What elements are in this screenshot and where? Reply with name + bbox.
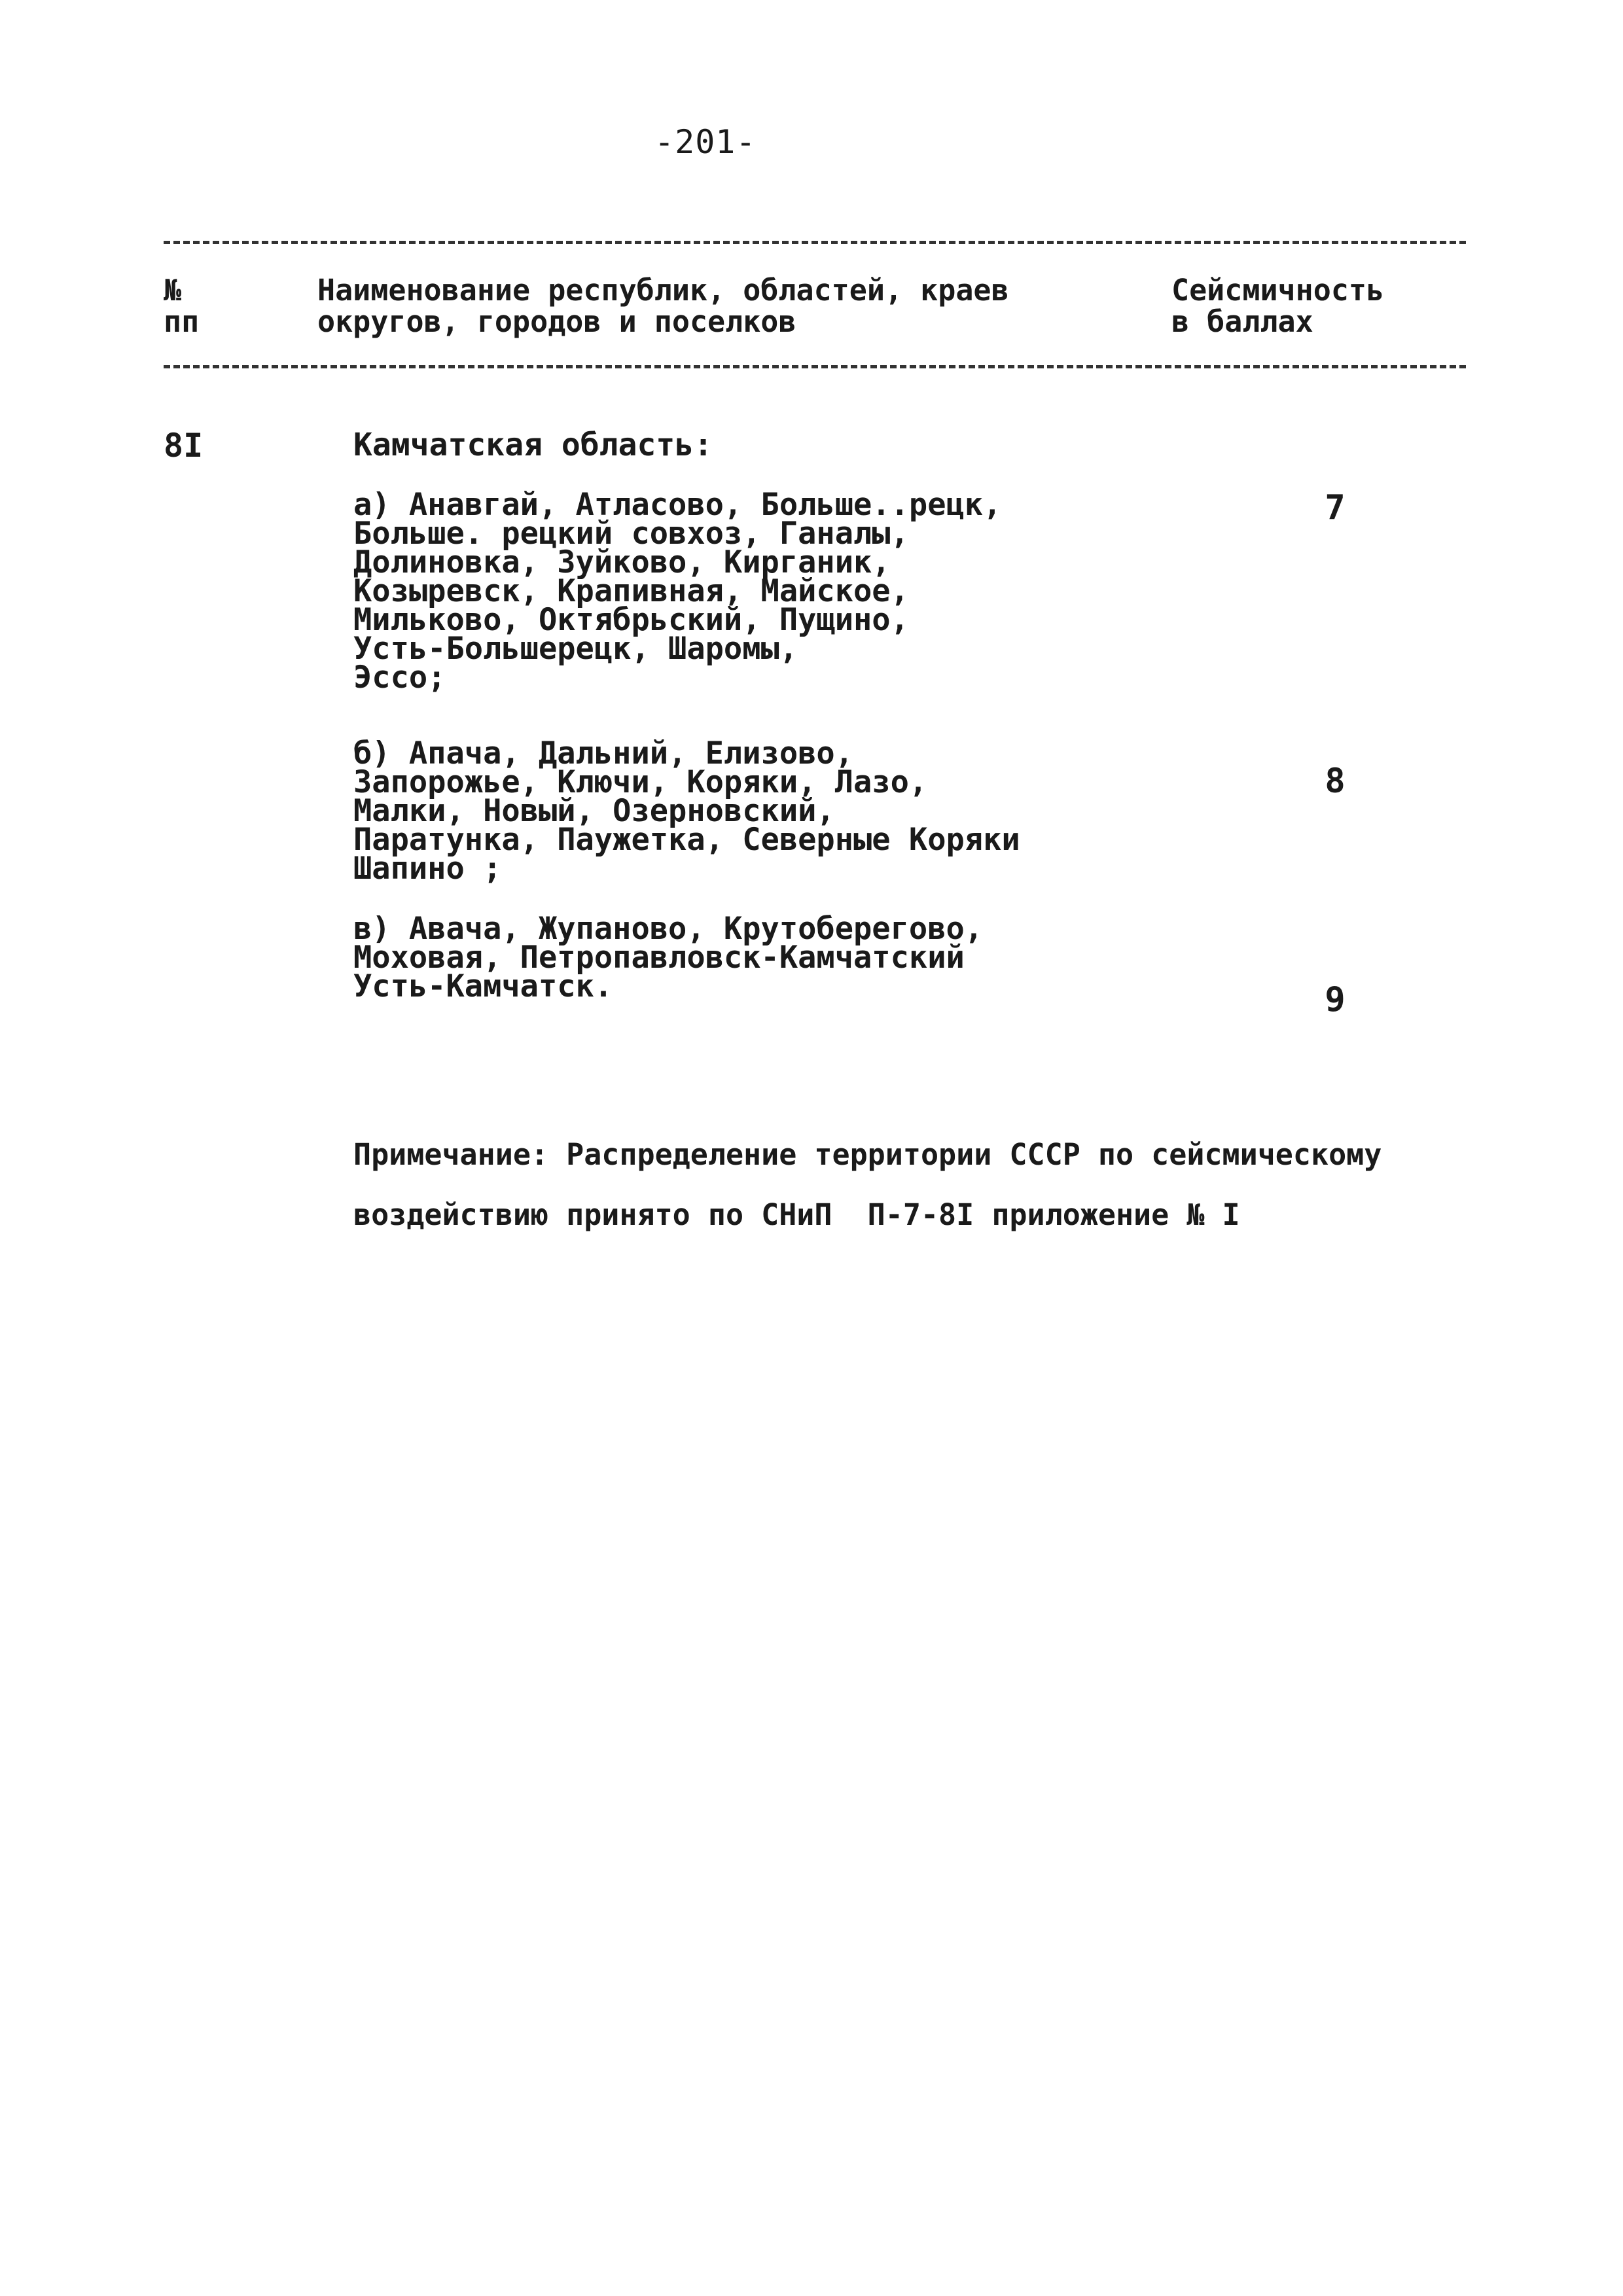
settlement-group-b	[353, 735, 1126, 887]
page-number: -201-	[654, 123, 757, 161]
table-header-bottom-rule	[164, 365, 1466, 368]
settlement-group-c	[353, 911, 1126, 1004]
settlement-line: а) Анавгай, Атласово, Больше..рецк,	[353, 487, 1002, 523]
settlement-line: Усть-Большерецк, Шаромы,	[353, 631, 798, 667]
footnote-line-2: воздействию принято по СНиП П-7-8I приложение № I	[353, 1197, 1240, 1232]
footnote-line-1: Примечание: Распределение территории СССР по сейсмическому	[353, 1137, 1382, 1172]
settlement-line: Усть-Камчатск.	[353, 968, 613, 1004]
settlement-line: Больше. рецкий совхоз, Ганалы,	[353, 516, 909, 552]
settlement-line: Моховая, Петропавловск-Камчатский	[353, 940, 965, 976]
column-header-number-line-2: пп	[164, 304, 200, 339]
region-name: Камчатская область:	[353, 427, 713, 463]
settlement-line: Шапино ;	[353, 851, 502, 887]
seismicity-score-c: 9	[1325, 980, 1346, 1019]
settlement-line: Паратунка, Паужетка, Северные Коряки	[353, 822, 1020, 858]
column-header-name-line-2: округов, городов и поселков	[317, 304, 796, 339]
table-header-top-rule	[164, 241, 1466, 244]
seismicity-score-b: 8	[1325, 762, 1346, 801]
settlement-line: Малки, Новый, Озерновский,	[353, 793, 835, 829]
settlement-line: Козыревск, Крапивная, Майское,	[353, 573, 909, 609]
settlement-line: б) Апача, Дальний, Елизово,	[353, 735, 854, 771]
settlement-group-a	[353, 487, 1126, 696]
settlement-line: Запорожье, Ключи, Коряки, Лазо,	[353, 764, 928, 800]
column-header-number-line-1: №	[164, 273, 182, 308]
settlement-line: Эссо;	[353, 660, 446, 696]
column-header-seismicity	[1171, 275, 1472, 338]
settlement-line: Мильково, Октябрьский, Пущино,	[353, 602, 909, 638]
column-header-seismicity-line-2: в баллах	[1171, 304, 1313, 339]
column-header-name	[317, 275, 1103, 338]
column-header-number	[164, 275, 229, 338]
seismicity-score-a: 7	[1325, 488, 1346, 527]
region-number: 8I	[164, 427, 204, 465]
settlement-line: в) Авача, Жупаново, Крутоберегово,	[353, 911, 984, 947]
column-header-name-line-1: Наименование республик, областей, краев	[317, 273, 1009, 308]
settlement-line: Долиновка, Зуйково, Кирганик,	[353, 544, 891, 580]
column-header-seismicity-line-1: Сейсмичность	[1171, 273, 1385, 308]
